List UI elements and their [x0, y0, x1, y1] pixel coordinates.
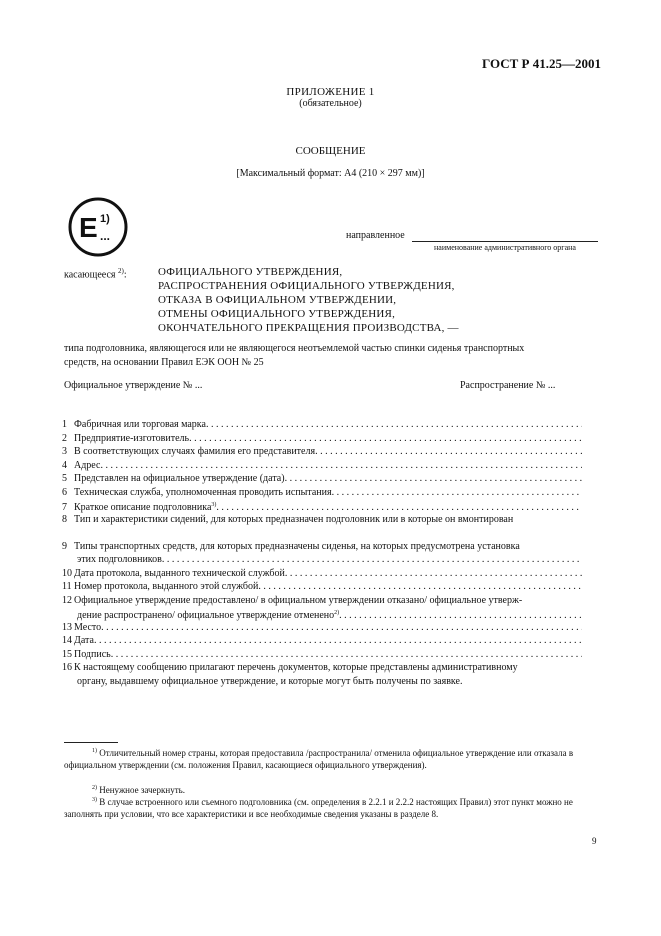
sent-by-label: направленное: [346, 230, 405, 241]
form-item-fill-dots: [258, 581, 582, 592]
form-item-number: 1: [62, 419, 67, 430]
form-item: [62, 621, 582, 635]
concerning-line: ОТМЕНЫ ОФИЦИАЛЬНОГО УТВЕРЖДЕНИЯ,: [158, 308, 396, 320]
appendix-title: ПРИЛОЖЕНИЕ 1: [286, 86, 375, 98]
footnote: $^{2)}$ Ненужное зачеркнуть.: [92, 785, 186, 795]
form-item-text: Место: [74, 621, 102, 633]
form-item-text: Адрес: [74, 459, 101, 471]
form-items-list: [62, 418, 582, 688]
form-item-text: Номер протокола, выданного этой службой: [74, 581, 259, 592]
approval-mark-dots: ...: [100, 229, 111, 243]
type-text-line: типа подголовника, являющегося или не являющегося неотъемлемой частью спинки сиденья транспортных: [64, 343, 525, 354]
form-item-number: 13: [62, 621, 72, 633]
form-item: [62, 499, 582, 513]
form-item-fill-dots: [94, 635, 582, 646]
form-item-fill-dots: [101, 622, 582, 633]
footnote: $^{1)}$ Отличительный номер страны, которая предоставила /распространила/ отменила официальное утверждение или отказала в официальном утверждении (см. положения Правил, касающиеся официального утверждения).: [64, 748, 574, 770]
form-item: [62, 594, 582, 608]
form-item-text: органу, выдавшему официальное утверждение, и которые могут быть получены по заявке.: [77, 675, 463, 687]
form-item-text: Дата протокола, выданного технической службой: [74, 567, 285, 579]
form-item-text: Официальное утверждение предоставлено/ в официальном утверждении отказано/ официальное утверж-: [74, 594, 523, 606]
form-item: [62, 648, 582, 662]
form-item-text: Представлен на официальное утверждение (дата): [74, 473, 285, 484]
form-item-number: 15: [62, 648, 72, 660]
form-item: [62, 553, 582, 567]
form-item-text: Предприятие-изготовитель: [74, 432, 190, 444]
form-item-text: Фабричная или торговая марка: [74, 419, 206, 430]
form-item-number: 7: [62, 502, 67, 513]
message-title: СООБЩЕНИЕ: [295, 145, 366, 157]
form-item-text: Подпись: [74, 648, 111, 660]
form-item-text: этих подголовников: [77, 554, 162, 565]
form-item: [62, 675, 582, 689]
form-item: [62, 486, 582, 500]
form-item-fill-dots: [216, 502, 582, 512]
form-item: [62, 459, 582, 473]
form-item: [62, 418, 582, 432]
footnote: $^{3)}$ В случае встроенного или съемного подголовника (см. определения в 2.2.1 и 2.2.2 настоящих Правил) этот пункт можно не заполнять при условии, что все характеристики и все необходимые сведения указаны в разделе 8.: [64, 797, 573, 819]
concerning-label: касающееся $^{2)}$:: [64, 267, 127, 281]
approval-mark-letter: E: [79, 212, 98, 243]
form-item-text: дение распространено/ официальное утверждение отменено: [77, 610, 335, 621]
form-item-number: 8: [62, 513, 67, 525]
form-item: [62, 472, 582, 486]
form-item-fill-dots: [332, 487, 582, 498]
form-item-number: 9: [62, 540, 67, 552]
approval-number: Официальное утверждение № ...: [64, 380, 203, 391]
form-item-fill-dots: [315, 446, 582, 457]
concerning-line: ОТКАЗА В ОФИЦИАЛЬНОМ УТВЕРЖДЕНИИ,: [158, 294, 397, 306]
sent-by-caption: наименование административного органа: [434, 243, 576, 252]
concerning-line: РАСПРОСТРАНЕНИЯ ОФИЦИАЛЬНОГО УТВЕРЖДЕНИЯ,: [158, 280, 455, 292]
form-item-text: Типы транспортных средств, для которых предназначены сиденья, на которых предусмотрена установка: [74, 540, 520, 552]
form-item-fill-dots: [100, 460, 582, 471]
form-item-number: 16: [62, 662, 72, 673]
sent-by-line: [412, 241, 598, 242]
footnote-divider: [64, 742, 118, 743]
form-item-number: 4: [62, 459, 67, 471]
form-item-footnote-ref: 2): [334, 610, 340, 616]
form-item: [62, 661, 582, 675]
form-item-footnote-ref: 3): [211, 502, 217, 508]
form-item: [62, 432, 582, 446]
form-item-number: 14: [62, 635, 72, 646]
form-item: [62, 540, 582, 554]
form-item-number: 12: [62, 594, 72, 606]
form-item: [62, 445, 582, 459]
form-item-text: Краткое описание подголовника: [74, 502, 212, 513]
form-item-number: 2: [62, 432, 67, 444]
form-item-text: Техническая служба, уполномоченная проводить испытания: [74, 486, 332, 498]
page-number: 9: [592, 836, 597, 846]
form-item-fill-dots: [206, 419, 582, 430]
form-item-text: Тип и характеристики сидений, для которых предназначен подголовник или в которые он вмонтирован: [74, 513, 514, 525]
form-item: [62, 580, 582, 594]
form-item-number: 10: [62, 567, 72, 579]
form-item-number: 3: [62, 446, 67, 457]
extension-number: Распространение № ...: [460, 380, 556, 391]
form-item-fill-dots: [339, 610, 582, 620]
form-item: [62, 634, 582, 648]
form-item: [62, 607, 582, 621]
form-item-number: 11: [62, 581, 72, 592]
form-item-fill-dots: [189, 433, 582, 444]
approval-mark-note: 1): [100, 213, 110, 225]
form-item-number: 6: [62, 486, 67, 498]
form-item: [62, 567, 582, 581]
form-item-text: [71, 527, 74, 538]
form-item: [62, 526, 582, 540]
approval-mark-icon: [67, 196, 129, 258]
form-item: [62, 513, 582, 527]
form-item-text: К настоящему сообщению прилагают перечень документов, которые представлены административному: [74, 662, 518, 673]
concerning-line: ОКОНЧАТЕЛЬНОГО ПРЕКРАЩЕНИЯ ПРОИЗВОДСТВА, —: [158, 322, 459, 334]
appendix-subtitle: (обязательное): [299, 98, 362, 109]
form-item-fill-dots: [111, 649, 582, 660]
form-item-number: 5: [62, 473, 67, 484]
form-item-text: В соответствующих случаях фамилия его представителя: [74, 446, 316, 457]
form-item-fill-dots: [162, 554, 582, 565]
concerning-line: ОФИЦИАЛЬНОГО УТВЕРЖДЕНИЯ,: [158, 266, 343, 278]
type-text-line: средств, на основании Правил ЕЭК ООН № 25: [64, 357, 264, 368]
form-item-fill-dots: [285, 568, 582, 579]
format-note: [Максимальный формат: А4 (210 × 297 мм)]: [236, 168, 425, 179]
form-item-text: Дата: [74, 635, 94, 646]
form-item-fill-dots: [285, 473, 582, 484]
standard-number: ГОСТ Р 41.25—2001: [482, 56, 601, 71]
